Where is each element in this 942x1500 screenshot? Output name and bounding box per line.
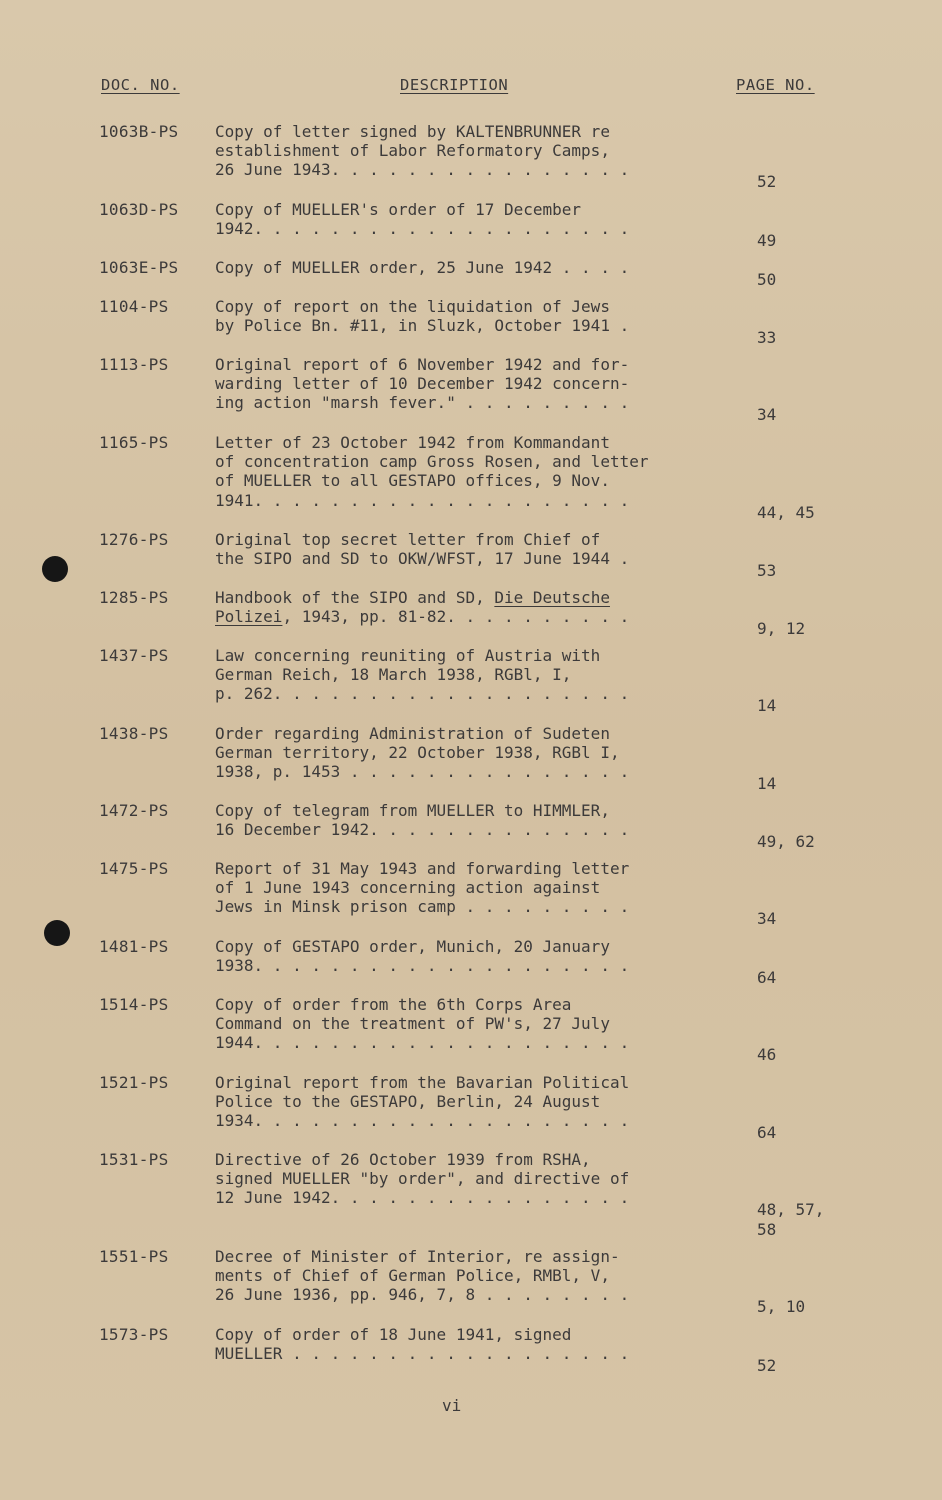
description-line: Original report of 6 November 1942 and for- [215, 355, 630, 374]
page-numbers: 49, 62 [757, 832, 815, 852]
description-line: Directive of 26 October 1939 from RSHA, [215, 1150, 591, 1169]
header-page-no: PAGE NO. [736, 76, 815, 94]
description-line: p. 262. . . . . . . . . . . . . . . . . . . [215, 684, 630, 704]
page-numbers: 5, 10 [757, 1297, 806, 1317]
doc-description [215, 937, 755, 975]
doc-number: 1063E-PS [99, 258, 179, 277]
description-line: of MUELLER to all GESTAPO offices, 9 Nov. [215, 471, 610, 491]
doc-description [215, 801, 755, 839]
description-line: Copy of telegram from MUELLER to HIMMLER, [215, 801, 610, 820]
underlined-title: Polizei [215, 607, 283, 627]
description-line: Copy of MUELLER order, 25 June 1942 . . . . [215, 258, 630, 277]
page-numbers: 33 [757, 328, 777, 348]
page-numbers: 52 [757, 1356, 777, 1376]
punch-hole-bottom [44, 920, 70, 946]
description-line: 12 June 1942. . . . . . . . . . . . . . . . [215, 1188, 630, 1208]
doc-description [215, 297, 755, 335]
doc-description [215, 995, 755, 1053]
description-line: signed MUELLER "by order", and directive of [215, 1169, 630, 1189]
doc-description [215, 122, 755, 180]
doc-number: 1551-PS [99, 1247, 169, 1266]
doc-number: 1437-PS [99, 646, 169, 665]
header-doc-no: DOC. NO. [101, 76, 180, 94]
page-numbers: 64 [757, 1123, 777, 1143]
doc-number: 1104-PS [99, 297, 169, 316]
doc-number: 1285-PS [99, 588, 169, 607]
description-line: of concentration camp Gross Rosen, and letter [215, 452, 649, 472]
page-numbers: 9, 12 [757, 619, 806, 639]
page-numbers: 46 [757, 1045, 777, 1065]
description-line: Original top secret letter from Chief of [215, 530, 601, 549]
description-line: Police to the GESTAPO, Berlin, 24 August [215, 1092, 601, 1112]
description-line: 1938. . . . . . . . . . . . . . . . . . . . [215, 956, 630, 976]
doc-description [215, 724, 755, 782]
page-numbers: 14 [757, 774, 777, 794]
description-line: Polizei, 1943, pp. 81-82. . . . . . . . . . [215, 607, 630, 627]
doc-description [215, 1150, 755, 1208]
page-numbers: 53 [757, 561, 777, 581]
doc-number: 1475-PS [99, 859, 169, 878]
description-line: Decree of Minister of Interior, re assign- [215, 1247, 620, 1266]
description-line: Order regarding Administration of Sudeten [215, 724, 610, 743]
punch-hole-top [42, 556, 68, 582]
doc-number: 1276-PS [99, 530, 169, 549]
description-line: 1938, p. 1453 . . . . . . . . . . . . . . . [215, 762, 630, 782]
doc-description [215, 859, 755, 917]
description-line: German territory, 22 October 1938, RGBl I, [215, 743, 620, 763]
description-line: 1944. . . . . . . . . . . . . . . . . . . . [215, 1033, 630, 1053]
doc-number: 1113-PS [99, 355, 169, 374]
description-line: 1941. . . . . . . . . . . . . . . . . . . . [215, 490, 630, 510]
doc-description [215, 1247, 755, 1305]
description-line: Copy of MUELLER's order of 17 December [215, 200, 582, 219]
underlined-title: Die Deutsche [494, 588, 610, 607]
page-numbers: 44, 45 [757, 502, 815, 522]
description-line: Copy of letter signed by KALTENBRUNNER re [215, 122, 610, 141]
description-line: German Reich, 18 March 1938, RGBl, I, [215, 665, 572, 685]
doc-number: 1514-PS [99, 995, 169, 1014]
doc-description [215, 1325, 755, 1363]
page-numbers: 50 [757, 270, 777, 289]
description-line: Law concerning reuniting of Austria with [215, 646, 601, 665]
description-line: Report of 31 May 1943 and forwarding letter [215, 859, 630, 878]
description-line: the SIPO and SD to OKW/WFST, 17 June 1944 . [215, 549, 630, 569]
doc-number: 1531-PS [99, 1150, 169, 1169]
description-line: ments of Chief of German Police, RMBl, V, [215, 1266, 610, 1286]
doc-description [215, 433, 755, 510]
page-number-footer: vi [442, 1396, 462, 1415]
page-numbers: 49 [757, 231, 777, 251]
description-line: Letter of 23 October 1942 from Kommandant [215, 433, 610, 452]
page-numbers: 52 [757, 172, 777, 192]
doc-description [215, 588, 755, 626]
description-line: 26 June 1943. . . . . . . . . . . . . . . . [215, 160, 630, 180]
doc-description [215, 1073, 755, 1131]
doc-number: 1521-PS [99, 1073, 169, 1092]
doc-number: 1438-PS [99, 724, 169, 743]
doc-description [215, 646, 755, 704]
description-line: Command on the treatment of PW's, 27 July [215, 1014, 610, 1034]
doc-number: 1573-PS [99, 1325, 169, 1344]
description-line: warding letter of 10 December 1942 concern- [215, 374, 630, 394]
page-numbers: 34 [757, 909, 777, 929]
doc-number: 1063D-PS [99, 200, 179, 219]
description-line: 1942. . . . . . . . . . . . . . . . . . . . [215, 219, 630, 239]
doc-description [215, 258, 755, 277]
doc-number: 1165-PS [99, 433, 169, 452]
doc-number: 1472-PS [99, 801, 169, 820]
header-description: DESCRIPTION [400, 76, 509, 94]
description-line: Copy of report on the liquidation of Jews [215, 297, 610, 316]
description-line: Copy of order of 18 June 1941, signed [215, 1325, 572, 1344]
doc-number: 1481-PS [99, 937, 169, 956]
description-line: 26 June 1936, pp. 946, 7, 8 . . . . . . . . [215, 1285, 630, 1305]
description-line: Handbook of the SIPO and SD, Die Deutsche [215, 588, 610, 607]
description-line: 16 December 1942. . . . . . . . . . . . . . [215, 820, 630, 840]
description-line: by Police Bn. #11, in Sluzk, October 1941 . [215, 316, 630, 336]
description-line: ing action "marsh fever." . . . . . . . . . [215, 393, 630, 413]
description-line: Jews in Minsk prison camp . . . . . . . . . [215, 897, 630, 917]
description-line: Original report from the Bavarian Political [215, 1073, 630, 1092]
doc-description [215, 530, 755, 568]
page-numbers: 14 [757, 696, 777, 716]
description-line: MUELLER . . . . . . . . . . . . . . . . . . [215, 1344, 630, 1364]
description-line: establishment of Labor Reformatory Camps, [215, 141, 610, 161]
page-numbers: 34 [757, 405, 777, 425]
page-numbers: 64 [757, 968, 777, 988]
doc-description [215, 200, 755, 238]
description-line: 1934. . . . . . . . . . . . . . . . . . . . [215, 1111, 630, 1131]
doc-number: 1063B-PS [99, 122, 179, 141]
description-line: Copy of GESTAPO order, Munich, 20 January [215, 937, 610, 956]
doc-description [215, 355, 755, 413]
description-line: of 1 June 1943 concerning action against [215, 878, 601, 898]
page-numbers: 48, 57, 58 [757, 1200, 825, 1239]
description-line: Copy of order from the 6th Corps Area [215, 995, 572, 1014]
